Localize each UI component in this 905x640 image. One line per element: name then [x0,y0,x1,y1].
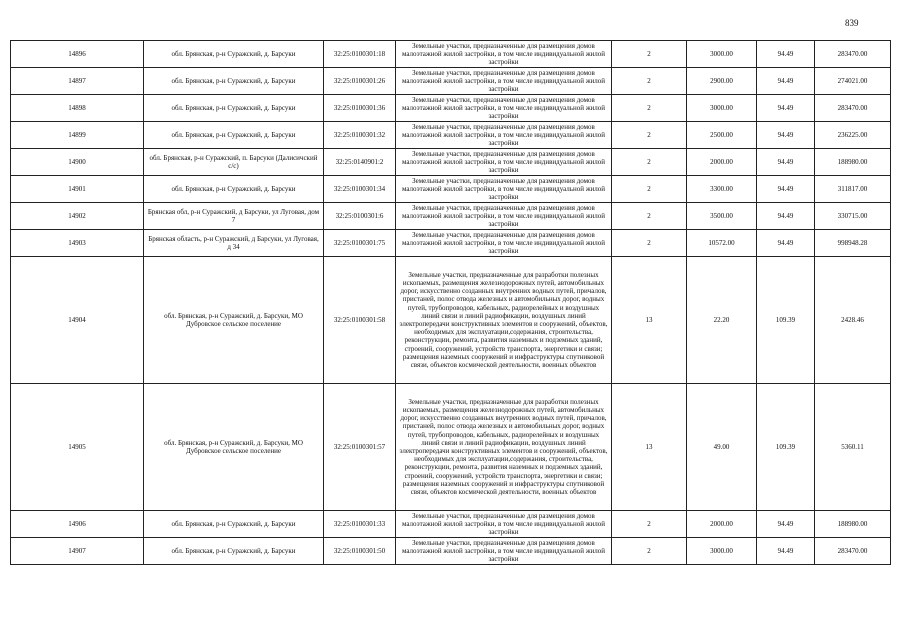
land-purpose-cell: Земельные участки, предназначенные для размещения домов малоэтажной жилой застройки, в том числе индивидуальной жилой застройки [396,68,612,95]
table-row [11,203,891,230]
land-purpose-cell: Земельные участки, предназначенные для размещения домов малоэтажной жилой застройки, в том числе индивидуальной жилой застройки [396,511,612,538]
table-row [11,41,891,68]
rate-cell: 94.49 [757,149,815,176]
group-cell: 2 [612,230,687,257]
cadastral-number-cell: 32:25:0100301:6 [324,203,396,230]
record-number: 14898 [11,95,144,122]
record-number: 14897 [11,68,144,95]
table-row [11,95,891,122]
cadastral-value-cell: 998948.28 [815,230,891,257]
record-number: 14899 [11,122,144,149]
rate-cell: 94.49 [757,95,815,122]
address-cell: обл. Брянская, р-н Суражский, д. Барсуки [144,538,324,565]
cadastral-value-cell: 5360.11 [815,384,891,511]
rate-cell: 109.39 [757,257,815,384]
land-purpose-cell: Земельные участки, предназначенные для размещения домов малоэтажной жилой застройки, в том числе индивидуальной жилой застройки [396,230,612,257]
record-number: 14904 [11,257,144,384]
cadastral-value-cell: 283470.00 [815,95,891,122]
address-cell: обл. Брянская, р-н Суражский, д. Барсуки [144,511,324,538]
table-row [11,538,891,565]
address-cell: обл. Брянская, р-н Суражский, д. Барсуки [144,41,324,68]
cadastral-number-cell: 32:25:0100301:58 [324,257,396,384]
address-cell: Брянская обл, р-н Суражский, д Барсуки, ул Луговая, дом 7 [144,203,324,230]
cadastral-value-cell: 188980.00 [815,511,891,538]
group-cell: 2 [612,511,687,538]
cadastral-number-cell: 32:25:0100301:26 [324,68,396,95]
record-number: 14907 [11,538,144,565]
table-row [11,511,891,538]
cadastral-number-cell: 32:25:0140901:2 [324,149,396,176]
address-cell: обл. Брянская, р-н Суражский, д. Барсуки [144,122,324,149]
area-cell: 49.00 [687,384,757,511]
group-cell: 2 [612,68,687,95]
group-cell: 2 [612,538,687,565]
area-cell: 3300.00 [687,176,757,203]
rate-cell: 94.49 [757,176,815,203]
record-number: 14905 [11,384,144,511]
record-number: 14900 [11,149,144,176]
cadastral-number-cell: 32:25:0100301:33 [324,511,396,538]
page-number: 839 [845,18,859,28]
area-cell: 3000.00 [687,41,757,68]
address-cell: обл. Брянская, р-н Суражский, д. Барсуки [144,95,324,122]
cadastral-number-cell: 32:25:0100301:50 [324,538,396,565]
cadastral-number-cell: 32:25:0100301:75 [324,230,396,257]
rate-cell: 94.49 [757,230,815,257]
area-cell: 3500.00 [687,203,757,230]
table-row [11,68,891,95]
cadastral-value-cell: 283470.00 [815,538,891,565]
group-cell: 2 [612,41,687,68]
cadastral-value-cell: 311817.00 [815,176,891,203]
land-purpose-cell: Земельные участки, предназначенные для размещения домов малоэтажной жилой застройки, в том числе индивидуальной жилой застройки [396,41,612,68]
cadastral-value-table [10,40,891,565]
cadastral-value-cell: 2428.46 [815,257,891,384]
cadastral-value-cell: 274021.00 [815,68,891,95]
address-cell: обл. Брянская, р-н Суражский, д. Барсуки, МО Дубровское сельское поселение [144,257,324,384]
land-purpose-cell: Земельные участки, предназначенные для размещения домов малоэтажной жилой застройки, в том числе индивидуальной жилой застройки [396,149,612,176]
area-cell: 3000.00 [687,95,757,122]
rate-cell: 94.49 [757,203,815,230]
rate-cell: 94.49 [757,68,815,95]
cadastral-number-cell: 32:25:0100301:18 [324,41,396,68]
address-cell: обл. Брянская, р-н Суражский, д. Барсуки, МО Дубровское сельское поселение [144,384,324,511]
rate-cell: 94.49 [757,41,815,68]
table-row [11,149,891,176]
land-purpose-cell: Земельные участки, предназначенные для размещения домов малоэтажной жилой застройки, в том числе индивидуальной жилой застройки [396,203,612,230]
group-cell: 2 [612,149,687,176]
area-cell: 22.20 [687,257,757,384]
cadastral-value-cell: 236225.00 [815,122,891,149]
cadastral-number-cell: 32:25:0100301:36 [324,95,396,122]
cadastral-value-cell: 283470.00 [815,41,891,68]
land-purpose-cell: Земельные участки, предназначенные для размещения домов малоэтажной жилой застройки, в том числе индивидуальной жилой застройки [396,538,612,565]
group-cell: 2 [612,176,687,203]
table-row [11,176,891,203]
cadastral-number-cell: 32:25:0100301:34 [324,176,396,203]
land-purpose-cell: Земельные участки, предназначенные для разработки полезных ископаемых, размещения железнодорожных путей, автомобильных дорог, искусственно созданных внутренних водных путей, причалов, пристаней, полос отвода железных и автомобильных дорог, водных путей, трубопроводов, кабельных, радиорелейных и воздушных линий связи и линий радиофикации, воздушных линий электропередачи конструктивных элементов и сооружений, объектов, необходимых для эксплуатации,содержания, строительства, реконструкции, ремонта, развития наземных и подземных зданий, строений, сооружений, устройств транспорта, энергетики и связи; размещения наземных сооружений и инфраструктуры спутниковой связи, объектов космической деятельности, военных объектов [396,257,612,384]
area-cell: 10572.00 [687,230,757,257]
rate-cell: 94.49 [757,538,815,565]
address-cell: Брянская область, р-н Суражский, д Барсуки, ул Луговая, д 34 [144,230,324,257]
table-row [11,122,891,149]
group-cell: 2 [612,203,687,230]
address-cell: обл. Брянская, р-н Суражский, п. Барсуки (Далисичский с/с) [144,149,324,176]
address-cell: обл. Брянская, р-н Суражский, д. Барсуки [144,176,324,203]
land-purpose-cell: Земельные участки, предназначенные для размещения домов малоэтажной жилой застройки, в том числе индивидуальной жилой застройки [396,176,612,203]
record-number: 14896 [11,41,144,68]
table-row [11,257,891,384]
land-purpose-cell: Земельные участки, предназначенные для разработки полезных ископаемых, размещения железнодорожных путей, автомобильных дорог, искусственно созданных внутренних водных путей, причалов, пристаней, полос отвода железных и автомобильных дорог, водных путей, трубопроводов, кабельных, радиорелейных и воздушных линий связи и линий радиофикации, воздушных линий электропередачи конструктивных элементов и сооружений, объектов, необходимых для эксплуатации,содержания, строительства, реконструкции, ремонта, развития наземных и подземных зданий, строений, сооружений, устройств транспорта, энергетики и связи; размещения наземных сооружений и инфраструктуры спутниковой связи, объектов космической деятельности, военных объектов [396,384,612,511]
record-number: 14906 [11,511,144,538]
address-cell: обл. Брянская, р-н Суражский, д. Барсуки [144,68,324,95]
record-number: 14902 [11,203,144,230]
area-cell: 2900.00 [687,68,757,95]
group-cell: 13 [612,257,687,384]
group-cell: 13 [612,384,687,511]
cadastral-number-cell: 32:25:0100301:32 [324,122,396,149]
area-cell: 2500.00 [687,122,757,149]
cadastral-value-cell: 188980.00 [815,149,891,176]
rate-cell: 109.39 [757,384,815,511]
area-cell: 2000.00 [687,149,757,176]
table-row [11,230,891,257]
record-number: 14901 [11,176,144,203]
rate-cell: 94.49 [757,122,815,149]
group-cell: 2 [612,122,687,149]
group-cell: 2 [612,95,687,122]
land-purpose-cell: Земельные участки, предназначенные для размещения домов малоэтажной жилой застройки, в том числе индивидуальной жилой застройки [396,95,612,122]
area-cell: 2000.00 [687,511,757,538]
rate-cell: 94.49 [757,511,815,538]
cadastral-number-cell: 32:25:0100301:57 [324,384,396,511]
record-number: 14903 [11,230,144,257]
area-cell: 3000.00 [687,538,757,565]
cadastral-value-cell: 330715.00 [815,203,891,230]
table-row [11,384,891,511]
land-purpose-cell: Земельные участки, предназначенные для размещения домов малоэтажной жилой застройки, в том числе индивидуальной жилой застройки [396,122,612,149]
